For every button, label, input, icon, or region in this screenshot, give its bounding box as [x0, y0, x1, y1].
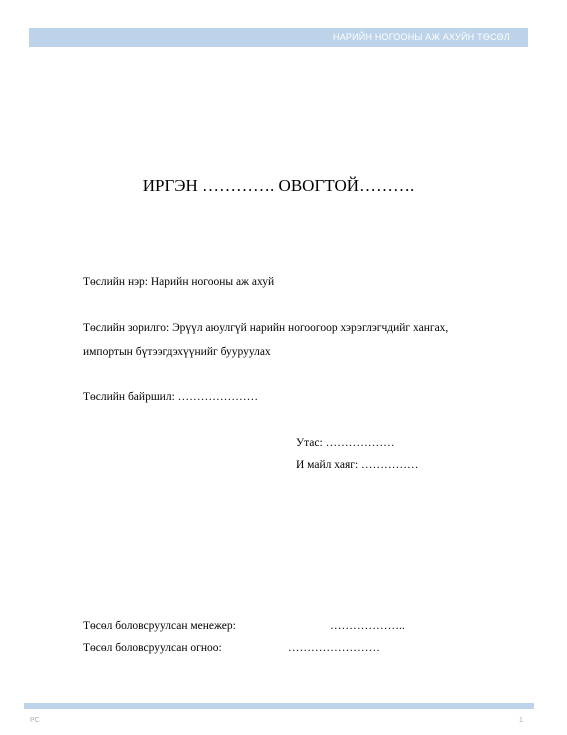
footer-bar	[24, 703, 534, 709]
project-goal-line1: Төслийн зорилго: Эрүүл аюулгүй нарийн ногоогоор хэрэглэгчдийг хангах,	[83, 322, 449, 334]
contact-email: И майл хаяг: ……………	[296, 459, 419, 471]
project-name: Төслийн нэр: Нарийн ногооны аж ахуй	[83, 276, 275, 288]
footer-left-text: PC	[30, 717, 40, 724]
header-bar	[29, 28, 528, 47]
date-value: ……………………	[288, 642, 380, 654]
project-goal-line2: импортын бүтээгдэхүүнийг бууруулах	[83, 346, 271, 358]
date-label: Төсөл боловсруулсан огноо:	[83, 642, 222, 654]
manager-label: Төсөл боловсруулсан менежер:	[83, 620, 236, 632]
header-title: НАРИЙН НОГООНЫ АЖ АХУЙН ТӨСӨЛ	[333, 32, 510, 42]
page-number: 1	[519, 717, 523, 724]
manager-value: ………………..	[330, 620, 405, 632]
contact-phone: Утас: ………………	[296, 437, 395, 449]
document-title: ИРГЭН …………. ОВОГТОЙ……….	[142, 176, 415, 195]
project-location: Төслийн байршил: …………………	[83, 391, 259, 403]
